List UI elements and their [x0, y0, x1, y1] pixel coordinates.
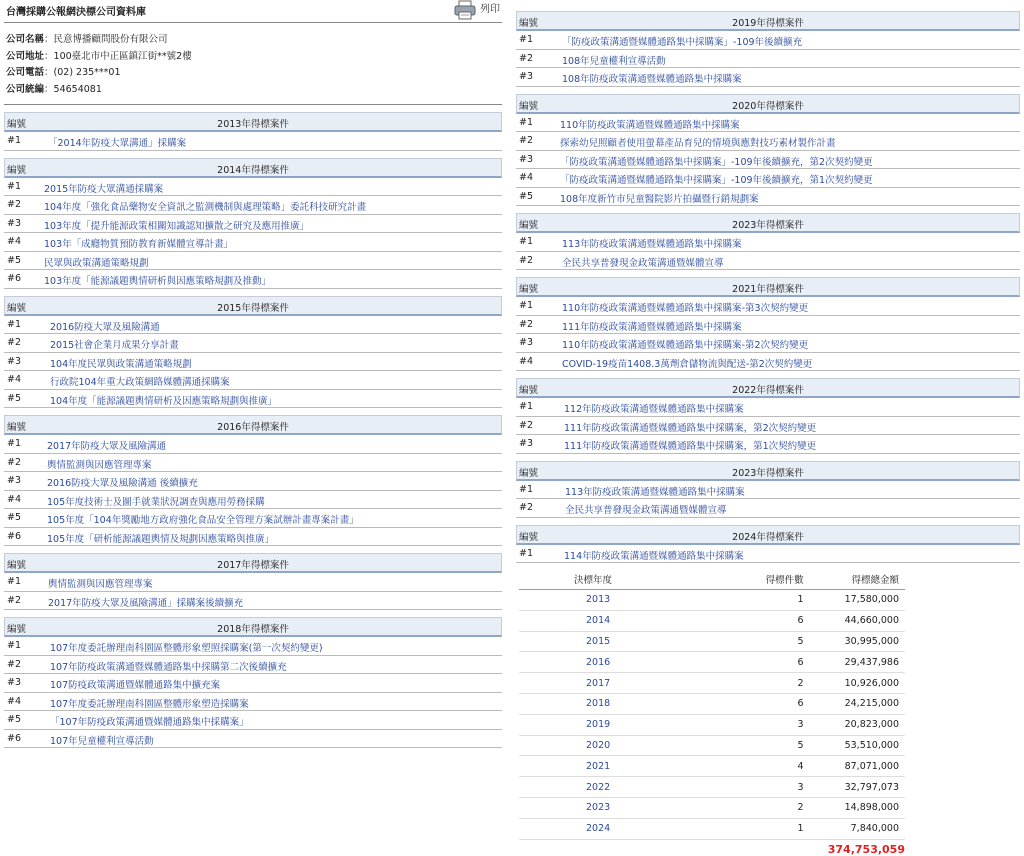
award-row	[4, 472, 502, 491]
section-title: 2014年得標案件	[217, 164, 289, 176]
award-link[interactable]: 111年防疫政策溝通暨媒體通路集中採購案，第1次契約變更	[564, 441, 817, 452]
print-label: 列印	[480, 3, 500, 15]
column-no-label: 編號	[7, 422, 27, 433]
award-number: #2	[519, 502, 534, 513]
award-link[interactable]: 2015年防疫大眾溝通採購案	[44, 183, 164, 195]
award-number: #5	[519, 190, 534, 202]
award-link[interactable]: 108年防疫政策溝通暨媒體通路集中採購案	[562, 74, 742, 85]
award-row	[516, 31, 1020, 50]
column-no-label: 編號	[519, 100, 539, 112]
award-row	[4, 528, 502, 547]
award-number: #4	[7, 695, 22, 707]
award-number: #1	[519, 34, 534, 45]
summary-count: 3	[704, 714, 843, 735]
award-link[interactable]: 2017年防疫大眾及風險溝通	[47, 441, 167, 452]
award-link[interactable]: 「防疫政策溝通暨媒體通路集中採購案」-109年後續擴充，第2次契約變更	[560, 156, 873, 168]
summary-count: 5	[704, 735, 843, 756]
award-row	[4, 270, 502, 289]
award-number: #1	[519, 300, 534, 311]
company-info-value: 54654081	[53, 83, 102, 95]
section-header	[516, 277, 1020, 297]
award-number: #2	[519, 135, 534, 146]
award-row	[516, 188, 1020, 207]
award-row	[516, 68, 1020, 87]
award-link[interactable]: 110年防疫政策溝通暨媒體通路集中採購案	[560, 119, 740, 131]
award-row	[4, 435, 502, 454]
award-row	[516, 233, 1020, 252]
award-link[interactable]: COVID-19疫苗1408.3萬劑倉儲物流與配送-第2次契約變更	[562, 358, 813, 370]
award-link[interactable]: 行政院104年重大政策網路媒體溝通採購案	[50, 377, 230, 388]
award-number: #2	[519, 52, 534, 64]
award-row	[516, 252, 1020, 271]
col-amount: 得標總金額	[844, 569, 905, 590]
summary-year-link[interactable]: 2013	[586, 594, 611, 606]
summary-count: 6	[704, 693, 843, 714]
summary-year-link[interactable]: 2014	[586, 615, 611, 627]
section-header	[516, 461, 1020, 481]
award-link[interactable]: 輿情監測與因應管理專案	[47, 459, 152, 471]
summary-row	[519, 777, 905, 798]
left-sections	[4, 112, 502, 748]
award-row	[4, 711, 502, 730]
column-no-label: 編號	[519, 220, 539, 231]
award-row	[4, 316, 502, 335]
award-row	[4, 371, 502, 390]
award-link[interactable]: 105年度「104年獎勵地方政府強化食品安全管理方案試辦計畫專案計畫」	[47, 515, 359, 526]
award-number: #1	[7, 576, 22, 587]
summary-year-link[interactable]: 2015	[586, 635, 611, 647]
section-header	[4, 112, 502, 132]
award-link[interactable]: 105年度「研析能源議題輿情及規劃因應策略與推廣」	[47, 533, 275, 545]
award-number: #5	[7, 392, 22, 404]
award-link[interactable]: 107年度委託辦理南科園區整體形象塑造採購案	[50, 698, 249, 710]
column-no-label: 編號	[7, 302, 27, 314]
summary-row	[519, 673, 905, 694]
company-info-label: 公司電話	[6, 67, 45, 78]
award-number: #4	[519, 172, 534, 183]
company-info-row: 公司地址：100臺北市中正區鎮江街**號2樓	[6, 50, 192, 62]
section-title: 2023年得標案件	[732, 467, 804, 479]
section-title: 2024年得標案件	[732, 531, 804, 543]
section-title: 2021年得標案件	[732, 284, 804, 295]
award-link[interactable]: 107年度委託辦理南科園區整體形象塑照採購案(第一次契約變更)	[50, 643, 323, 654]
top-bar	[4, 0, 502, 23]
award-row	[4, 491, 502, 510]
award-year-section	[4, 415, 502, 546]
summary-year-link[interactable]: 2023	[586, 802, 611, 814]
summary-amount: 30,995,000	[844, 631, 905, 652]
award-number: #1	[7, 640, 22, 651]
summary-count: 1	[704, 590, 843, 611]
award-number: #5	[7, 714, 22, 725]
award-row	[516, 169, 1020, 188]
award-number: #6	[7, 273, 22, 284]
award-link[interactable]: 105年度技術士及圖手就業狀況調查與應用勞務採購	[47, 496, 265, 508]
award-number: #1	[7, 135, 22, 146]
award-link[interactable]: 2016防疫大眾及風險溝通 後續擴充	[47, 478, 198, 489]
award-number: #1	[519, 483, 534, 495]
column-no-label: 編號	[7, 560, 27, 571]
award-year-section	[516, 525, 1020, 564]
award-year-section	[516, 213, 1020, 270]
award-row	[4, 233, 502, 252]
summary-year-link[interactable]: 2017	[586, 677, 611, 689]
award-number: #3	[7, 475, 22, 486]
award-link[interactable]: 2015社會企業月成果分享計畫	[50, 340, 179, 351]
award-number: #3	[519, 71, 534, 82]
summary-row	[519, 818, 905, 839]
award-link[interactable]: 民眾與政策溝通策略規劃	[44, 257, 149, 269]
award-row	[4, 132, 502, 151]
section-title: 2015年得標案件	[217, 302, 289, 314]
award-number: #3	[7, 217, 22, 229]
award-row	[516, 398, 1020, 417]
award-link[interactable]: 108年兒童權利宣導活動	[562, 55, 666, 67]
award-number: #1	[7, 438, 22, 449]
column-no-label: 編號	[519, 385, 539, 396]
company-info-row: 公司電話：(02) 235***01	[6, 67, 121, 78]
award-row	[516, 114, 1020, 133]
summary-row	[519, 714, 905, 735]
summary-row	[519, 610, 905, 631]
summary-year-link[interactable]: 2020	[586, 739, 611, 751]
summary-amount: 32,797,073	[844, 777, 905, 798]
company-info-label: 公司地址	[6, 50, 45, 62]
section-title: 2016年得標案件	[217, 422, 289, 433]
award-year-section	[4, 296, 502, 409]
award-summary-table	[519, 569, 905, 840]
award-year-section	[4, 112, 502, 151]
award-row	[516, 417, 1020, 436]
award-year-section	[4, 158, 502, 289]
award-row	[4, 656, 502, 675]
award-row	[516, 132, 1020, 151]
award-link[interactable]: 全民共享普發現金政策溝通暨媒體宣導	[565, 505, 727, 516]
summary-amount: 53,510,000	[844, 735, 905, 756]
award-row	[4, 178, 502, 197]
award-number: #6	[7, 732, 22, 744]
left-column	[4, 0, 502, 748]
printer-icon	[454, 0, 476, 20]
award-year-section	[4, 553, 502, 610]
award-number: #1	[519, 236, 534, 247]
summary-amount: 14,898,000	[844, 797, 905, 818]
grand-total: 374,753,059	[827, 842, 905, 856]
company-info-label: 公司名稱	[6, 34, 45, 45]
award-number: #5	[7, 254, 22, 266]
col-year: 決標年度	[519, 569, 704, 590]
right-sections	[516, 11, 1020, 563]
summary-amount: 29,437,986	[844, 652, 905, 673]
award-link[interactable]: 110年防疫政策溝通暨媒體通路集中採購案-第2次契約變更	[562, 340, 809, 351]
award-row	[4, 454, 502, 473]
summary-amount: 24,215,000	[844, 693, 905, 714]
award-number: #3	[7, 355, 22, 367]
award-link[interactable]: 103年度「提升能源政策相關知識認知擴散之研究及應用推廣」	[44, 220, 310, 232]
summary-amount: 17,580,000	[844, 590, 905, 611]
award-number: #1	[519, 547, 534, 559]
summary-amount: 20,823,000	[844, 714, 905, 735]
summary-year-link[interactable]: 2018	[586, 698, 611, 710]
summary-count: 4	[704, 756, 843, 777]
award-row	[4, 573, 502, 592]
summary-amount: 44,660,000	[844, 610, 905, 631]
summary-count: 2	[704, 797, 843, 818]
award-link[interactable]: 113年防疫政策溝通暨媒體通路集中採購案	[562, 239, 742, 250]
award-number: #3	[519, 337, 534, 348]
award-row	[516, 481, 1020, 500]
award-number: #2	[7, 594, 22, 606]
summary-row	[519, 735, 905, 756]
summary-count: 2	[704, 673, 843, 694]
section-header	[4, 617, 502, 637]
award-row	[516, 353, 1020, 372]
award-link[interactable]: 104年度「能源議題輿情研析及因應策略規劃與推廣」	[50, 395, 278, 407]
award-number: #2	[7, 658, 22, 670]
column-no-label: 編號	[7, 624, 27, 635]
award-link[interactable]: 104年度「強化食品藥物安全資訊之監測機制與處理策略」委託科技研究計畫	[44, 202, 367, 213]
award-row	[4, 730, 502, 749]
award-link[interactable]: 「防疫政策溝通暨媒體通路集中採購案」-109年後續擴充，第1次契約變更	[560, 175, 873, 186]
section-header	[4, 415, 502, 435]
section-title: 2020年得標案件	[732, 100, 804, 112]
section-header	[516, 525, 1020, 545]
award-number: #4	[519, 355, 534, 367]
award-row	[516, 297, 1020, 316]
award-link[interactable]: 111年防疫政策溝通暨媒體通路集中採購案	[562, 321, 742, 333]
company-info-row: 公司名稱：民意博播顧問股份有限公司	[6, 34, 168, 45]
print-button[interactable]	[454, 0, 500, 20]
award-row	[4, 693, 502, 712]
award-link[interactable]: 2016防疫大眾及風險溝通	[50, 321, 160, 333]
award-number: #1	[7, 318, 22, 330]
award-number: #5	[7, 512, 22, 523]
award-link[interactable]: 113年防疫政策溝通暨媒體通路集中採購案	[565, 486, 745, 498]
col-count: 得標件數	[704, 569, 843, 590]
award-number: #3	[7, 677, 22, 688]
award-link[interactable]: 「2014年防疫大眾溝通」採購案	[48, 138, 187, 149]
summary-year-link[interactable]: 2016	[586, 656, 611, 668]
award-link[interactable]: 「107年防疫政策溝通暨媒體通路集中採購案」	[50, 717, 249, 728]
summary-row	[519, 631, 905, 652]
award-link[interactable]: 107年防疫政策溝通暨媒體通路集中採購第二次後續擴充	[50, 661, 287, 673]
award-number: #2	[519, 419, 534, 431]
award-link[interactable]: 103年「成癮物質預防教育新媒體宣導計畫」	[44, 239, 234, 250]
award-row	[4, 592, 502, 611]
award-number: #4	[7, 493, 22, 505]
section-header	[4, 296, 502, 316]
company-info-value: 100臺北市中正區鎮江街**號2樓	[53, 50, 192, 62]
award-link[interactable]: 「防疫政策溝通暨媒體通路集中採購案」-109年後續擴充	[562, 37, 803, 48]
summary-row	[519, 797, 905, 818]
section-title: 2017年得標案件	[217, 560, 289, 571]
column-no-label: 編號	[7, 164, 27, 176]
award-number: #2	[519, 318, 534, 330]
summary-count: 1	[704, 818, 843, 839]
award-row	[4, 334, 502, 353]
summary-header-row	[519, 569, 905, 590]
company-info-label: 公司統編	[6, 83, 45, 95]
summary-count: 5	[704, 631, 843, 652]
award-row	[4, 196, 502, 215]
award-link[interactable]: 112年防疫政策溝通暨媒體通路集中採購案	[564, 404, 744, 415]
award-year-section	[516, 378, 1020, 454]
award-row	[516, 435, 1020, 454]
award-row	[516, 316, 1020, 335]
section-header	[516, 213, 1020, 233]
award-number: #2	[7, 199, 22, 210]
award-row	[4, 252, 502, 271]
column-no-label: 編號	[519, 467, 539, 479]
summary-amount: 10,926,000	[844, 673, 905, 694]
award-link[interactable]: 103年度「能源議題輿情研析與因應策略規劃及推動」	[44, 276, 272, 287]
award-year-section	[516, 11, 1020, 87]
summary-row	[519, 590, 905, 611]
award-year-section	[516, 461, 1020, 518]
award-number: #1	[7, 180, 22, 192]
site-title: 台灣採購公報網決標公司資料庫	[6, 7, 146, 18]
section-title: 2023年得標案件	[732, 220, 804, 231]
summary-body	[519, 590, 905, 840]
company-info-value: 民意博播顧問股份有限公司	[53, 34, 168, 45]
award-row	[516, 50, 1020, 69]
column-no-label: 編號	[519, 18, 539, 29]
award-row	[516, 334, 1020, 353]
right-column	[516, 4, 1020, 856]
section-title: 2013年得標案件	[217, 119, 289, 130]
section-header	[516, 378, 1020, 398]
section-header	[4, 553, 502, 573]
summary-amount: 7,840,000	[844, 818, 905, 839]
summary-year-link[interactable]: 2019	[586, 719, 611, 731]
award-number: #2	[519, 254, 534, 266]
award-link[interactable]: 107防疫政策溝通暨媒體通路集中擴充案	[50, 680, 221, 691]
award-year-section	[516, 94, 1020, 207]
award-row	[516, 151, 1020, 170]
award-year-section	[4, 617, 502, 748]
column-no-label: 編號	[7, 119, 27, 130]
award-row	[4, 390, 502, 409]
summary-year-link[interactable]: 2024	[586, 823, 611, 835]
summary-count: 3	[704, 777, 843, 798]
section-header	[4, 158, 502, 178]
summary-row	[519, 652, 905, 673]
summary-amount: 87,071,000	[844, 756, 905, 777]
summary-count: 6	[704, 652, 843, 673]
award-link[interactable]: 探索幼兒照顧者使用螢幕產品育兒的情境與應對技巧素材製作計畫	[560, 138, 836, 149]
award-year-section	[516, 277, 1020, 371]
company-info-row: 公司統編：54654081	[6, 83, 102, 95]
award-row	[4, 637, 502, 656]
award-link[interactable]: 114年防疫政策溝通暨媒體通路集中採購案	[564, 550, 744, 562]
award-number: #2	[7, 337, 22, 348]
award-number: #3	[519, 438, 534, 449]
award-number: #3	[519, 153, 534, 165]
award-row	[4, 353, 502, 372]
company-info-value: (02) 235***01	[53, 67, 121, 78]
award-number: #4	[7, 236, 22, 247]
column-no-label: 編號	[519, 531, 539, 543]
summary-count: 6	[704, 610, 843, 631]
summary-year-link[interactable]: 2021	[586, 760, 611, 772]
award-number: #2	[7, 456, 22, 468]
award-number: #1	[519, 401, 534, 412]
summary-row	[519, 693, 905, 714]
award-number: #1	[519, 116, 534, 128]
award-row	[516, 545, 1020, 564]
award-link[interactable]: 全民共享普發現金政策溝通暨媒體宣導	[562, 257, 724, 269]
award-number: #6	[7, 530, 22, 542]
award-link[interactable]: 108年度新竹市兒童醫院影片拍攝暨行銷規劃案	[560, 193, 759, 205]
award-number: #4	[7, 374, 22, 385]
award-row	[4, 509, 502, 528]
section-title: 2022年得標案件	[732, 385, 804, 396]
section-title: 2019年得標案件	[732, 18, 804, 29]
section-title: 2018年得標案件	[217, 624, 289, 635]
company-info	[4, 23, 502, 105]
award-link[interactable]: 107年兒童權利宣導活動	[50, 735, 154, 747]
column-no-label: 編號	[519, 284, 539, 295]
award-link[interactable]: 輿情監測與因應管理專案	[48, 579, 153, 590]
section-header	[516, 94, 1020, 114]
section-header	[516, 11, 1020, 31]
award-link[interactable]: 104年度民眾與政策溝通策略規劃	[50, 358, 192, 370]
summary-year-link[interactable]: 2022	[586, 781, 611, 793]
award-row	[4, 215, 502, 234]
award-link[interactable]: 111年防疫政策溝通暨媒體通路集中採購案，第2次契約變更	[564, 422, 817, 434]
award-row	[4, 674, 502, 693]
award-link[interactable]: 2017年防疫大眾及風險溝通」採購案後續擴充	[48, 597, 244, 609]
award-link[interactable]: 110年防疫政策溝通暨媒體通路集中採購案-第3次契約變更	[562, 303, 809, 314]
award-row	[516, 499, 1020, 518]
